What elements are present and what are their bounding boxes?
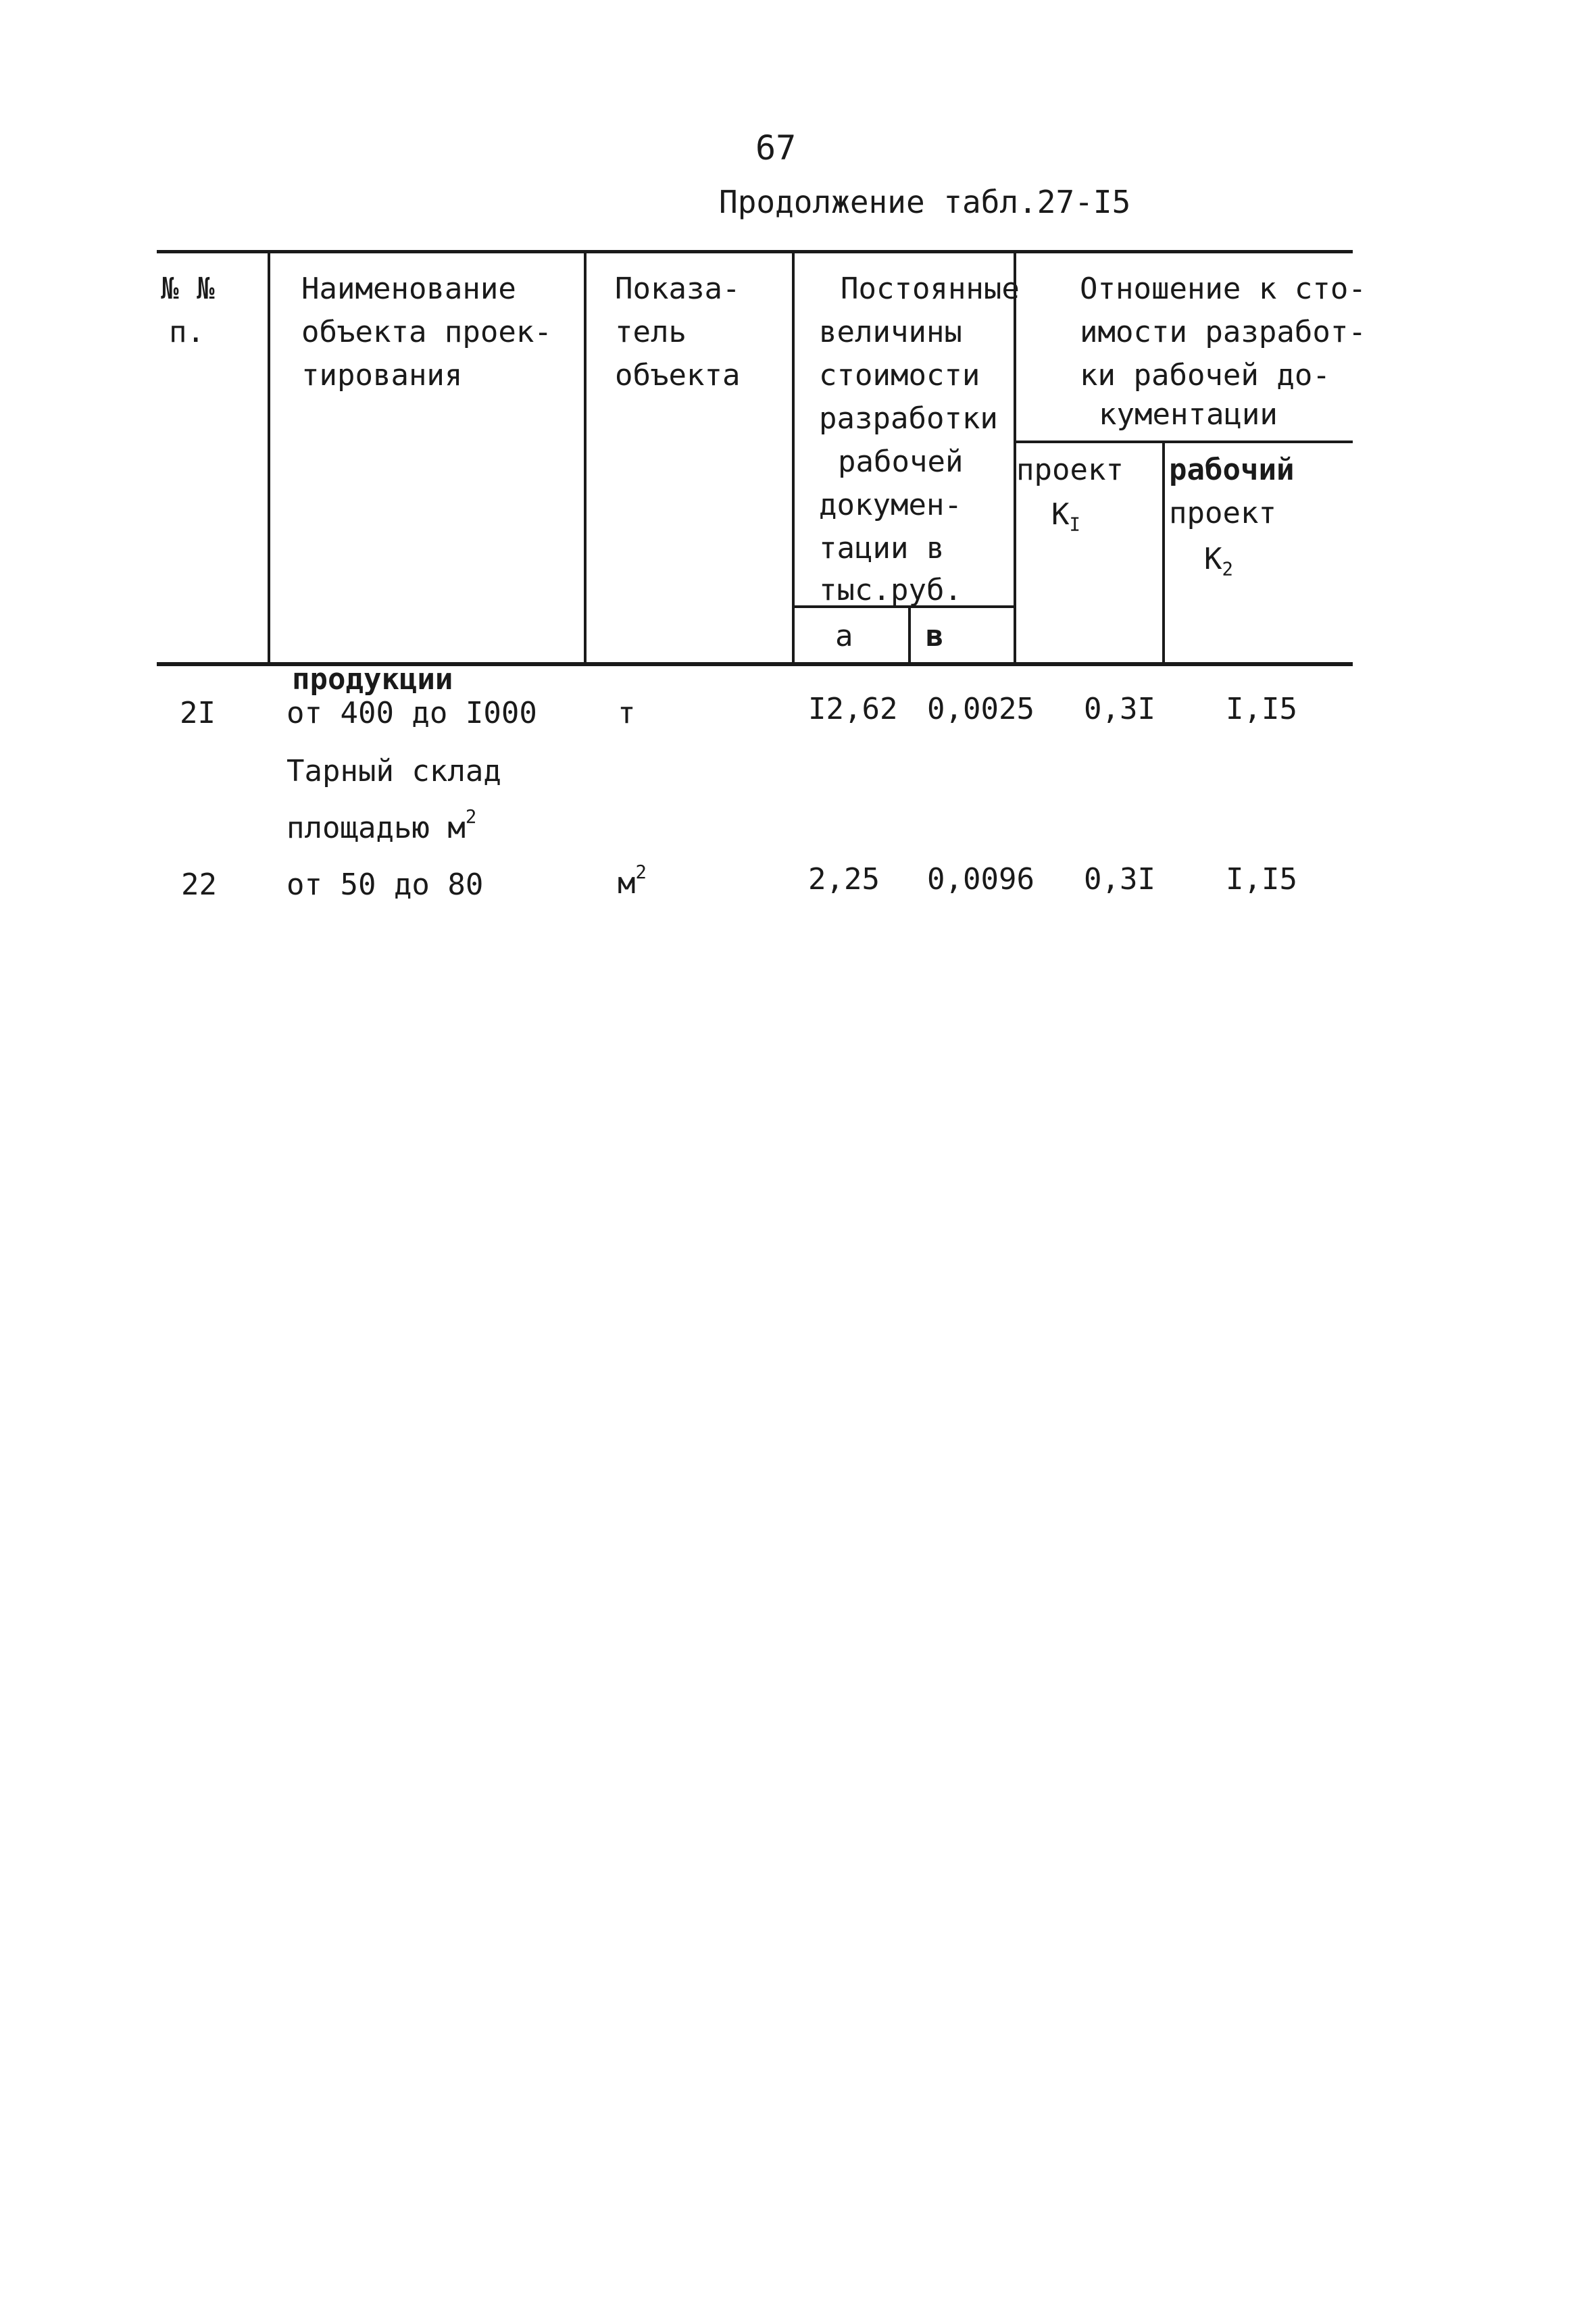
header-indicator-line: объекта [615,358,741,393]
page-number: 67 [755,128,797,168]
header-ratio-line: ки рабочей до- [1080,358,1330,393]
header-k2-line: рабочий [1169,453,1295,487]
row-number: 2I [180,696,216,730]
k1-subscript: I [1069,514,1080,536]
row-indicator-sup: 2 [635,862,647,884]
row-name-prefix-sup: 2 [465,807,477,828]
header-const-line: тыс.руб. [819,573,962,607]
row-indicator: т [618,696,636,730]
vrule-1 [268,250,270,663]
header-ratio-line: Отношение к сто- [1080,272,1366,306]
row-indicator-text: м [618,866,636,901]
vrule-3 [792,250,795,663]
header-const-sub-b: в [926,619,944,653]
table-caption: Продолжение табл.27-I5 [719,184,1131,220]
header-const-sub-a: а [835,619,853,653]
header-const-line: разработки [819,401,998,436]
header-const-line: докумен- [819,488,962,522]
row-value-b: 0,0025 [927,692,1034,726]
header-k2-symbol [1204,538,1233,581]
row-name-prefix [286,807,476,850]
row-number: 22 [181,867,217,902]
header-const-line: величины [819,315,962,349]
row-value-a: I2,62 [808,692,898,726]
header-indicator-line: Показа- [615,272,741,306]
row-value-k2: I,I5 [1226,692,1297,726]
row-value-b: 0,0096 [927,862,1034,897]
ratio-sub-rule [1014,441,1353,443]
row-value-k2: I,I5 [1226,862,1297,897]
k2-letter: К [1204,542,1222,576]
header-k1-symbol [1051,493,1080,536]
header-name-line: Наименование [301,272,516,306]
header-indicator-line: тель [615,315,687,349]
row-name-prefix: Тарный склад [286,754,501,788]
header-const-line: тации в [819,531,945,565]
header-num-line: п. [169,315,205,349]
row-value-a: 2,25 [808,862,880,897]
row-name-prefix: продукции [292,662,453,697]
k1-letter: К [1051,497,1070,532]
row-value-k1: 0,3I [1084,862,1155,897]
row-name-prefix-text: площадью м [286,811,466,845]
row-name: от 400 до I000 [286,696,537,730]
header-num-line: № № [161,272,215,306]
k2-subscript: 2 [1222,559,1233,580]
row-name: от 50 до 80 [286,867,484,902]
header-const-line: стоимости [819,358,980,393]
header-ratio-line: кументации [1099,397,1278,432]
table-top-rule [157,250,1353,253]
header-const-line: Постоянные [841,272,1020,306]
row-value-k1: 0,3I [1084,692,1155,726]
header-ratio-line: имости разработ- [1080,315,1366,349]
row-indicator [618,862,647,905]
vrule-5 [1162,442,1165,663]
vrule-ab [908,607,911,663]
header-k1-line: проект [1016,453,1124,487]
header-const-line: рабочей [838,445,964,479]
vrule-2 [584,250,587,663]
header-name-line: объекта проек- [301,315,552,349]
header-k2-line: проект [1169,496,1276,530]
header-name-line: тирования [301,358,463,393]
